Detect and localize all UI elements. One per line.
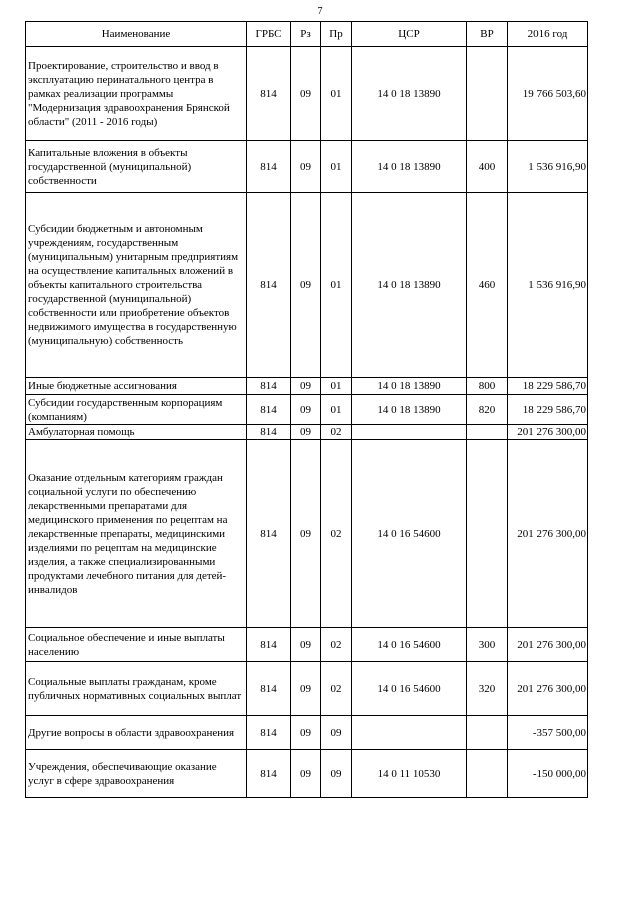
row-amount: 18 229 586,70 — [508, 378, 588, 395]
row-vr: 400 — [467, 141, 508, 193]
row-amount: 18 229 586,70 — [508, 395, 588, 425]
row-grbs: 814 — [247, 628, 291, 662]
row-rz: 09 — [291, 628, 321, 662]
row-name: Социальные выплаты гражданам, кроме публичных нормативных социальных выплат — [26, 662, 247, 716]
header-row — [26, 22, 588, 47]
row-amount: 201 276 300,00 — [508, 440, 588, 628]
row-name: Иные бюджетные ассигнования — [26, 378, 247, 395]
header-vr: ВР — [467, 22, 508, 47]
row-vr: 820 — [467, 395, 508, 425]
row-pr: 01 — [321, 378, 352, 395]
page-number: 7 — [317, 6, 323, 17]
row-csr: 14 0 18 13890 — [352, 141, 467, 193]
row-csr: 14 0 18 13890 — [352, 193, 467, 378]
row-rz: 09 — [291, 141, 321, 193]
row-vr — [467, 425, 508, 440]
row-vr — [467, 47, 508, 141]
row-rz: 09 — [291, 395, 321, 425]
row-csr: 14 0 18 13890 — [352, 395, 467, 425]
row-rz: 09 — [291, 716, 321, 750]
row-grbs: 814 — [247, 47, 291, 141]
row-vr: 800 — [467, 378, 508, 395]
row-csr: 14 0 11 10530 — [352, 750, 467, 798]
row-grbs: 814 — [247, 395, 291, 425]
row-amount: 201 276 300,00 — [508, 425, 588, 440]
row-name: Субсидии государственным корпорациям (компаниям) — [26, 395, 247, 425]
table-row — [26, 378, 588, 395]
row-amount: 19 766 503,60 — [508, 47, 588, 141]
row-rz: 09 — [291, 425, 321, 440]
row-pr: 01 — [321, 193, 352, 378]
row-name: Капитальные вложения в объекты государственной (муниципальной) собственности — [26, 141, 247, 193]
row-name: Амбулаторная помощь — [26, 425, 247, 440]
row-name: Проектирование, строительство и ввод в эксплуатацию перинатального центра в рамках реализации программы "Модернизация здравоохранения Брянской области" (2011 - 2016 годы) — [26, 47, 247, 141]
row-name: Оказание отдельным категориям граждан социальной услуги по обеспечению лекарственными препаратами для медицинского применения по рецептам на лекарственные препараты, медицинскими изделиями по рецептам на медицинские изделия, а также специализированными продуктами лечебного питания для детей-инвалидов — [26, 440, 247, 628]
table-row — [26, 47, 588, 141]
row-grbs: 814 — [247, 440, 291, 628]
header-year: 2016 год — [508, 22, 588, 47]
row-pr: 01 — [321, 395, 352, 425]
row-vr — [467, 440, 508, 628]
row-rz: 09 — [291, 750, 321, 798]
row-pr: 02 — [321, 662, 352, 716]
row-pr: 02 — [321, 440, 352, 628]
row-name: Другие вопросы в области здравоохранения — [26, 716, 247, 750]
row-grbs: 814 — [247, 193, 291, 378]
row-name: Социальное обеспечение и иные выплаты населению — [26, 628, 247, 662]
header-csr: ЦСР — [352, 22, 467, 47]
row-pr: 02 — [321, 628, 352, 662]
row-rz: 09 — [291, 193, 321, 378]
row-pr: 02 — [321, 425, 352, 440]
row-amount: -150 000,00 — [508, 750, 588, 798]
table-row — [26, 716, 588, 750]
row-grbs: 814 — [247, 425, 291, 440]
table-row — [26, 662, 588, 716]
budget-table — [25, 21, 588, 798]
row-rz: 09 — [291, 378, 321, 395]
row-grbs: 814 — [247, 378, 291, 395]
row-rz: 09 — [291, 662, 321, 716]
row-amount: 201 276 300,00 — [508, 628, 588, 662]
row-vr: 300 — [467, 628, 508, 662]
row-vr: 460 — [467, 193, 508, 378]
row-csr: 14 0 16 54600 — [352, 628, 467, 662]
table-row — [26, 193, 588, 378]
row-vr — [467, 716, 508, 750]
table-row — [26, 425, 588, 440]
row-grbs: 814 — [247, 750, 291, 798]
row-amount: 1 536 916,90 — [508, 193, 588, 378]
header-name: Наименование — [26, 22, 247, 47]
header-grbs: ГРБС — [247, 22, 291, 47]
table-row — [26, 141, 588, 193]
row-rz: 09 — [291, 440, 321, 628]
row-grbs: 814 — [247, 716, 291, 750]
table-row — [26, 440, 588, 628]
row-csr — [352, 716, 467, 750]
row-csr: 14 0 16 54600 — [352, 662, 467, 716]
row-name: Учреждения, обеспечивающие оказание услуг в сфере здравоохранения — [26, 750, 247, 798]
row-pr: 01 — [321, 141, 352, 193]
row-pr: 09 — [321, 716, 352, 750]
row-grbs: 814 — [247, 662, 291, 716]
row-csr: 14 0 18 13890 — [352, 378, 467, 395]
header-pr: Пр — [321, 22, 352, 47]
row-rz: 09 — [291, 47, 321, 141]
row-amount: -357 500,00 — [508, 716, 588, 750]
row-vr — [467, 750, 508, 798]
row-amount: 1 536 916,90 — [508, 141, 588, 193]
table-row — [26, 395, 588, 425]
row-vr: 320 — [467, 662, 508, 716]
row-grbs: 814 — [247, 141, 291, 193]
row-name: Субсидии бюджетным и автономным учреждениям, государственным (муниципальным) унитарным предприятиям на осуществление капитальных вложений в объекты капитального строительства государственной (муниципальной) собственности или приобретение объектов недвижимого имущества в государственную (муниципальную) собственность — [26, 193, 247, 378]
table-row — [26, 750, 588, 798]
row-csr — [352, 425, 467, 440]
row-csr: 14 0 16 54600 — [352, 440, 467, 628]
header-rz: Рз — [291, 22, 321, 47]
row-pr: 01 — [321, 47, 352, 141]
row-csr: 14 0 18 13890 — [352, 47, 467, 141]
table-row — [26, 628, 588, 662]
row-amount: 201 276 300,00 — [508, 662, 588, 716]
row-pr: 09 — [321, 750, 352, 798]
